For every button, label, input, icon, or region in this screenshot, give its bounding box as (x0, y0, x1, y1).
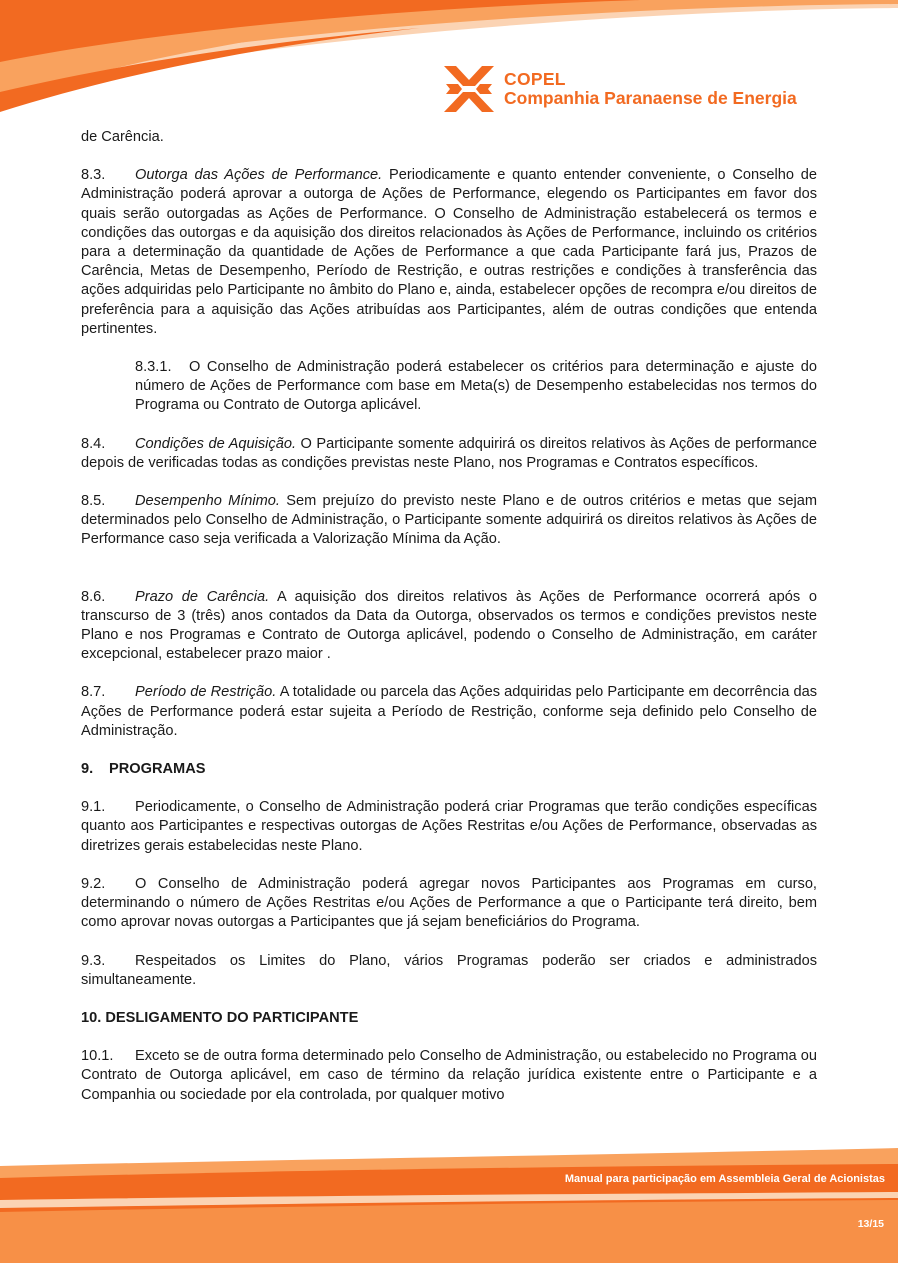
clause-number: 9.1. (81, 799, 106, 816)
clause-number: 8.4. (81, 435, 106, 452)
clause-title: Desempenho Mínimo. (135, 493, 280, 510)
clause-text: O Conselho de Administração poderá estabelecer os critérios para determinação e ajuste do número de Ações de Performance com base em Meta(s) de Desempenho estabelecidas nos termos do Programa ou Contrato de Outorga aplicável. (135, 359, 817, 414)
clause-8-3-1 (135, 358, 817, 416)
clause-8-3 (81, 166, 817, 339)
section-heading-10: 10. DESLIGAMENTO DO PARTICIPANTE (81, 1009, 359, 1026)
clause-number: 8.3. (81, 167, 106, 184)
clause-8-6 (81, 588, 817, 665)
clause-number: 8.3.1. (135, 359, 172, 376)
clause-number: 8.7. (81, 684, 106, 701)
page-number: 13/15 (857, 1218, 884, 1230)
clause-8-4 (81, 435, 817, 473)
copel-logo (444, 66, 797, 112)
document-body (81, 128, 817, 1124)
clause-title: Prazo de Carência. (135, 588, 270, 605)
clause-9-2 (81, 875, 817, 933)
copel-emblem-icon (444, 66, 494, 112)
clause-title: Outorga das Ações de Performance. (135, 167, 383, 184)
continuation-text: de Carência. (81, 129, 164, 145)
footer-manual-title: Manual para participação em Assembleia Geral de Acionistas (564, 1173, 885, 1185)
section-number: 9. (81, 761, 94, 778)
clause-text: A totalidade ou parcela das Ações adquiridas pelo Participante em decorrência das Ações de Performance poderá estar sujeita a Período de Restrição, conforme seja definido pelo Conselho de Administração. (81, 684, 817, 739)
clause-9-1 (81, 798, 817, 856)
clause-number: 8.5. (81, 493, 106, 510)
clause-title: Período de Restrição. (135, 684, 277, 701)
clause-number: 10.1. (81, 1048, 114, 1065)
clause-text: Sem prejuízo do previsto neste Plano e de outros critérios e metas que sejam determinados pelo Conselho de Administração, o Participante somente adquirirá os direitos relativos às Ações de Performance caso seja verificada a Valorização Mínima da Ação. (81, 493, 817, 548)
section-heading-9 (81, 760, 817, 779)
clause-8-7 (81, 683, 817, 741)
clause-number: 8.6. (81, 588, 106, 605)
clause-text: Exceto se de outra forma determinado pelo Conselho de Administração, ou estabelecido no Programa ou Contrato de Outorga aplicável, em caso de término da relação jurídica existente entre o Participante e a Companhia ou sociedade por ela controlada, por qualquer motivo (81, 1048, 817, 1103)
clause-text: Periodicamente, o Conselho de Administração poderá criar Programas que terão condições específicas quanto aos Participantes e respectivas outorgas de Ações Restritas e/ou Ações de Performance, observadas as diretrizes gerais estabelecidas neste Plano. (81, 799, 817, 854)
clause-text: O Participante somente adquirirá os direitos relativos às Ações de performance depois de verificadas todas as condições previstas neste Plano, nos Programas e Contratos específicos. (81, 435, 817, 471)
clause-text: Respeitados os Limites do Plano, vários Programas poderão ser criados e administrados simultaneamente. (81, 952, 817, 988)
clause-text: A aquisição dos direitos relativos às Ações de Performance ocorrerá após o transcurso de 3 (três) anos contados da Data da Outorga, observados os termos e condições previstos neste Plano e nos Programas e Contrato de Outorga aplicável, podendo o Conselho de Administração, em caráter excepcional, estabelecer prazo maior . (81, 588, 817, 663)
logo-subtitle: Companhia Paranaense de Energia (504, 88, 797, 108)
clause-text: O Conselho de Administração poderá agregar novos Participantes aos Programas em curso, determinando o número de Ações Restritas e/ou Ações de Performance a que o Participante terá direito, bem como aprovar novas outorgas a Participantes que já sejam beneficiários do Programa. (81, 875, 817, 931)
clause-number: 9.2. (81, 875, 106, 892)
section-title: PROGRAMAS (109, 761, 206, 778)
clause-10-1 (81, 1047, 817, 1105)
clause-title: Condições de Aquisição. (135, 435, 297, 452)
logo-name: COPEL (504, 69, 566, 89)
clause-text: Periodicamente e quanto entender conveniente, o Conselho de Administração poderá aprovar a outorga de Ações de Performance, elegendo os Participantes em favor dos quais serão outorgadas as Ações de Performance. O Conselho de Administração estabelecerá os termos e condições das outorgas e da aquisição dos direitos relacionados às Ações de Performance, incluindo os critérios para a determinação da quantidade de Ações de Performance a que cada Participante fará jus, Prazos de Carência, Metas de Desempenho, Período de Restrição, e outras restrições e condições à transferência das ações adquiridas pelo Participante no âmbito do Plano e, ainda, estabelecer opções de recompra e/ou direitos de preferência para a aquisição das Ações atribuídas aos Participantes, além de outras condições que entenda pertinentes. (81, 167, 817, 337)
clause-9-3 (81, 952, 817, 990)
clause-8-5 (81, 492, 817, 550)
clause-number: 9.3. (81, 952, 106, 969)
footer-swoosh (0, 1148, 898, 1263)
